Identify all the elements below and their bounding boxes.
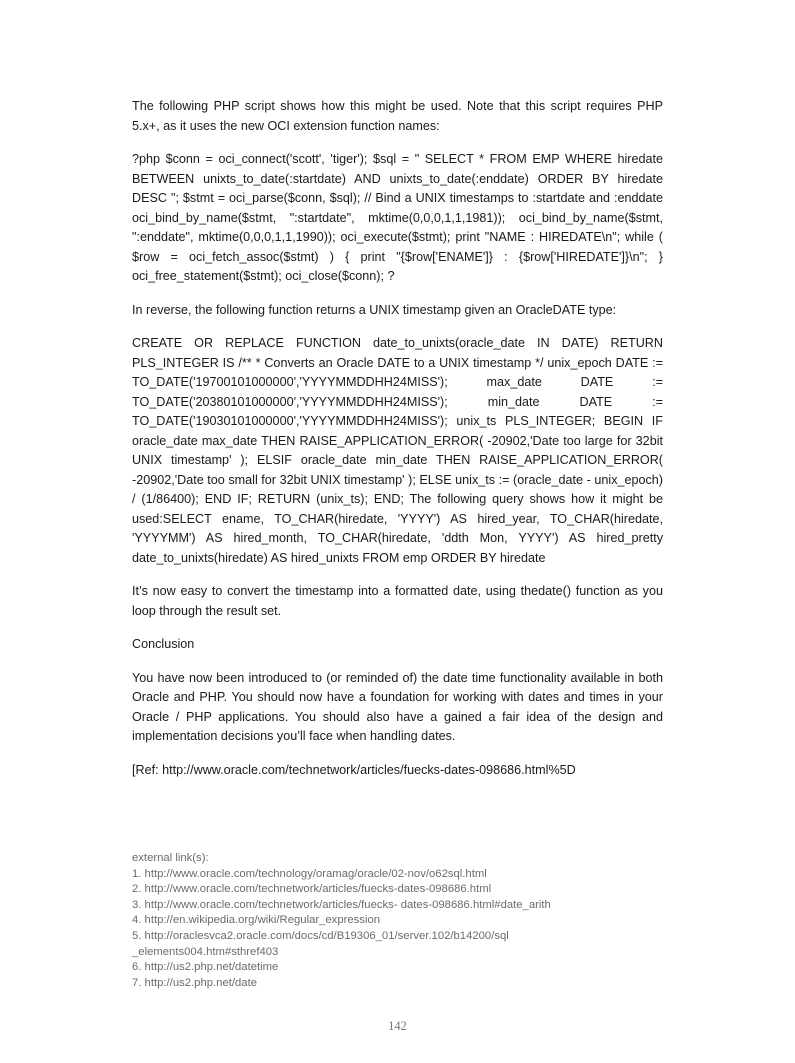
timestamp-format-paragraph: It’s now easy to convert the timestamp into a formatted date, using thedate() function as you loop through the result set.: [132, 584, 663, 618]
external-link[interactable]: 7. http://us2.php.net/date: [132, 976, 257, 989]
reference-line: [Ref: http://www.oracle.com/technetwork/articles/fuecks-dates-098686.html%5D: [132, 762, 576, 777]
conclusion-paragraph: You have now been introduced to (or reminded of) the date time functionality available in both Oracle and PHP. You should now have a foundation for working with dates and times in your Oracle / PHP applications. You should also have a gained a fair idea of the design and implementation decisions you’ll face when handling dates.: [132, 670, 663, 743]
external-link[interactable]: 5. http://oraclesvca2.oracle.com/docs/cd/B19306_01/server.102/b14200/sql: [132, 929, 509, 942]
php-code-paragraph: ?php $conn = oci_connect('scott', 'tiger'); $sql = " SELECT * FROM EMP WHERE hiredate BETWEEN unixts_to_date(:startdate) AND unixts_to_date(:enddate) ORDER BY hiredate DESC "; $stmt = oci_parse($conn, $sql); // Bind a UNIX timestamps to :startdate and :enddate oci_bind_by_name($stmt, ":startdate", mktime(0,0,0,1,1,1981)); oci_bind_by_name($stmt, ":enddate", mktime(0,0,0,1,1,1990)); oci_execute($stmt); print "NAME : HIREDATE\n"; while ( $row = oci_fetch_assoc($stmt) ) { print "{$row['ENAME']} : {$row['HIREDATE']}\n"; } oci_free_statement($stmt); oci_close($conn); ?: [132, 152, 663, 283]
conclusion-heading: Conclusion: [132, 637, 195, 651]
external-link[interactable]: 4. http://en.wikipedia.org/wiki/Regular_expression: [132, 914, 381, 927]
document-body: [132, 97, 663, 794]
external-links: [132, 851, 663, 991]
reverse-function-paragraph: In reverse, the following function returns a UNIX timestamp given an OracleDATE type:: [132, 302, 617, 317]
external-link[interactable]: 2. http://www.oracle.com/technetwork/articles/fuecks-dates-098686.html: [132, 883, 492, 896]
sql-code-paragraph: CREATE OR REPLACE FUNCTION date_to_unixts(oracle_date IN DATE) RETURN PLS_INTEGER IS /** * Converts an Oracle DATE to a UNIX timestamp */ unix_epoch DATE := TO_DATE('19700101000000','YYYYMMDDHH24MISS'); max_date DATE := TO_DATE('20380101000000','YYYYMMDDHH24MISS'); min_date DATE := TO_DATE('19030101000000','YYYYMMDDHH24MISS'); unix_ts PLS_INTEGER; BEGIN IF oracle_date max_date THEN RAISE_APPLICATION_ERROR( -20902,'Date too large for 32bit UNIX timestamp' ); ELSIF oracle_date min_date THEN RAISE_APPLICATION_ERROR( -20902,'Date too small for 32bit UNIX timestamp' ); ELSE unix_ts := (oracle_date - unix_epoch) / (1/86400); END IF; RETURN (unix_ts); END; The following query shows how it might be used:SELECT ename, TO_CHAR(hiredate, 'YYYY') AS hired_year, TO_CHAR(hiredate, 'YYYYMM') AS hired_month, TO_CHAR(hiredate, 'ddth Mon, YYYY') AS hired_pretty date_to_unixts(hiredate) AS hired_unixts FROM emp ORDER BY hiredate: [132, 336, 663, 565]
external-link[interactable]: 3. http://www.oracle.com/technetwork/articles/fuecks- dates-098686.html#date_arith: [132, 898, 551, 911]
page-number: 142: [388, 1019, 407, 1033]
external-link-continuation[interactable]: _elements004.htm#sthref403: [132, 945, 279, 958]
external-link[interactable]: 1. http://www.oracle.com/technology/oramag/oracle/02-nov/o62sql.html: [132, 867, 487, 880]
intro-paragraph: The following PHP script shows how this might be used. Note that this script requires PHP 5.x+, as it uses the new OCI extension function names:: [132, 99, 663, 133]
external-link[interactable]: 6. http://us2.php.net/datetime: [132, 961, 279, 974]
external-links-heading: external link(s):: [132, 852, 209, 864]
